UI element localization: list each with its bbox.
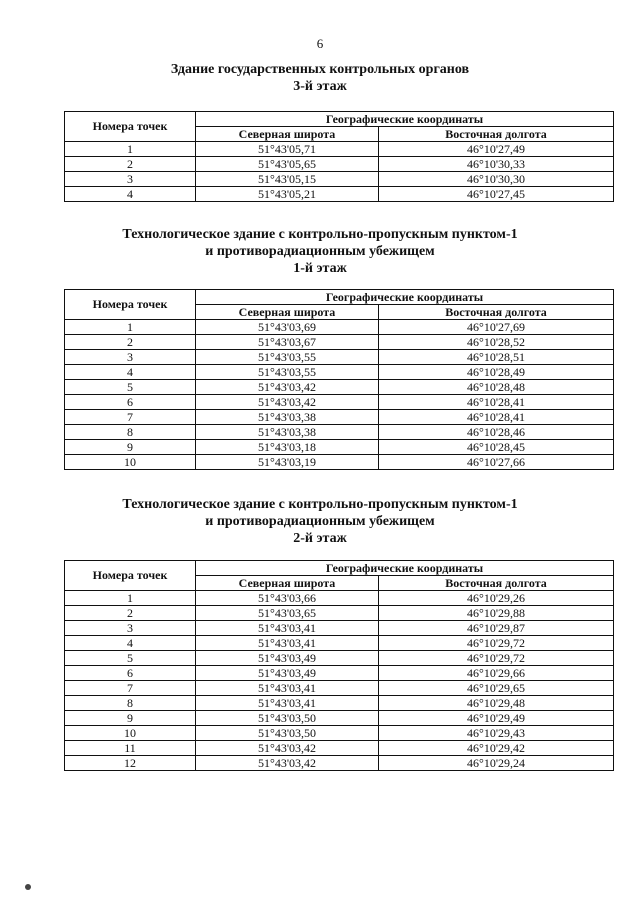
point-number-cell: 8 xyxy=(65,696,196,711)
east-longitude-cell: 46°10'27,45 xyxy=(379,187,614,202)
header-geo-coordinates: Географические координаты xyxy=(196,290,614,305)
east-longitude-cell: 46°10'28,41 xyxy=(379,395,614,410)
north-latitude-cell: 51°43'03,41 xyxy=(196,681,379,696)
table-row xyxy=(65,621,614,636)
north-latitude-cell: 51°43'03,42 xyxy=(196,395,379,410)
north-latitude-cell: 51°43'03,42 xyxy=(196,380,379,395)
north-latitude-cell: 51°43'05,65 xyxy=(196,157,379,172)
east-longitude-cell: 46°10'28,49 xyxy=(379,365,614,380)
east-longitude-cell: 46°10'29,65 xyxy=(379,681,614,696)
east-longitude-cell: 46°10'29,24 xyxy=(379,756,614,771)
north-latitude-cell: 51°43'03,41 xyxy=(196,636,379,651)
header-point-numbers: Номера точек xyxy=(65,561,196,591)
heading-line: 2-й этаж xyxy=(293,531,347,546)
heading-line: и противорадиационным убежищем xyxy=(205,514,435,529)
north-latitude-cell: 51°43'03,55 xyxy=(196,365,379,380)
section-tech-building-1st-floor xyxy=(0,226,640,277)
table-row xyxy=(65,606,614,621)
north-latitude-cell: 51°43'05,71 xyxy=(196,142,379,157)
east-longitude-cell: 46°10'28,52 xyxy=(379,335,614,350)
point-number-cell: 3 xyxy=(65,621,196,636)
east-longitude-cell: 46°10'29,26 xyxy=(379,591,614,606)
north-latitude-cell: 51°43'03,49 xyxy=(196,651,379,666)
table-row xyxy=(65,395,614,410)
table-row xyxy=(65,142,614,157)
north-latitude-cell: 51°43'03,42 xyxy=(196,756,379,771)
table-row xyxy=(65,157,614,172)
scan-artifact xyxy=(25,884,31,890)
point-number-cell: 10 xyxy=(65,726,196,741)
point-number-cell: 5 xyxy=(65,380,196,395)
table-row xyxy=(65,350,614,365)
point-number-cell: 1 xyxy=(65,320,196,335)
point-number-cell: 3 xyxy=(65,172,196,187)
north-latitude-cell: 51°43'03,42 xyxy=(196,741,379,756)
header-geo-coordinates: Географические координаты xyxy=(196,112,614,127)
header-north-latitude: Северная широта xyxy=(196,127,379,142)
north-latitude-cell: 51°43'03,50 xyxy=(196,711,379,726)
point-number-cell: 2 xyxy=(65,157,196,172)
east-longitude-cell: 46°10'28,45 xyxy=(379,440,614,455)
section-heading xyxy=(0,496,640,547)
header-east-longitude: Восточная долгота xyxy=(379,305,614,320)
point-number-cell: 1 xyxy=(65,591,196,606)
east-longitude-cell: 46°10'28,41 xyxy=(379,410,614,425)
east-longitude-cell: 46°10'27,49 xyxy=(379,142,614,157)
coordinates-table xyxy=(64,560,614,771)
north-latitude-cell: 51°43'03,69 xyxy=(196,320,379,335)
north-latitude-cell: 51°43'03,67 xyxy=(196,335,379,350)
table-row xyxy=(65,365,614,380)
header-point-numbers: Номера точек xyxy=(65,290,196,320)
section-state-control-3rd-floor xyxy=(0,61,640,95)
heading-line: Здание государственных контрольных органов xyxy=(170,62,470,77)
east-longitude-cell: 46°10'29,72 xyxy=(379,636,614,651)
point-number-cell: 9 xyxy=(65,711,196,726)
table-row xyxy=(65,335,614,350)
header-geo-coordinates: Географические координаты xyxy=(196,561,614,576)
east-longitude-cell: 46°10'28,46 xyxy=(379,425,614,440)
point-number-cell: 4 xyxy=(65,365,196,380)
point-number-cell: 7 xyxy=(65,410,196,425)
table-row xyxy=(65,711,614,726)
point-number-cell: 3 xyxy=(65,350,196,365)
table-row xyxy=(65,726,614,741)
point-number-cell: 1 xyxy=(65,142,196,157)
table-row xyxy=(65,320,614,335)
point-number-cell: 12 xyxy=(65,756,196,771)
east-longitude-cell: 46°10'27,69 xyxy=(379,320,614,335)
heading-line: и противорадиационным убежищем xyxy=(205,244,435,259)
east-longitude-cell: 46°10'29,88 xyxy=(379,606,614,621)
north-latitude-cell: 51°43'03,38 xyxy=(196,410,379,425)
table-row xyxy=(65,636,614,651)
coordinates-table xyxy=(64,289,614,470)
header-point-numbers: Номера точек xyxy=(65,112,196,142)
table-row xyxy=(65,187,614,202)
table-row xyxy=(65,696,614,711)
header-north-latitude: Северная широта xyxy=(196,305,379,320)
page-number: 6 xyxy=(316,36,324,51)
header-east-longitude: Восточная долгота xyxy=(379,127,614,142)
section-heading xyxy=(0,61,640,95)
north-latitude-cell: 51°43'03,19 xyxy=(196,455,379,470)
point-number-cell: 4 xyxy=(65,636,196,651)
north-latitude-cell: 51°43'03,65 xyxy=(196,606,379,621)
table-row xyxy=(65,425,614,440)
north-latitude-cell: 51°43'03,38 xyxy=(196,425,379,440)
north-latitude-cell: 51°43'05,21 xyxy=(196,187,379,202)
table-row xyxy=(65,591,614,606)
point-number-cell: 4 xyxy=(65,187,196,202)
table-row xyxy=(65,666,614,681)
table-row xyxy=(65,380,614,395)
north-latitude-cell: 51°43'03,18 xyxy=(196,440,379,455)
point-number-cell: 6 xyxy=(65,666,196,681)
point-number-cell: 9 xyxy=(65,440,196,455)
table-row xyxy=(65,440,614,455)
coordinates-table xyxy=(64,111,614,202)
header-east-longitude: Восточная долгота xyxy=(379,576,614,591)
north-latitude-cell: 51°43'03,50 xyxy=(196,726,379,741)
east-longitude-cell: 46°10'29,87 xyxy=(379,621,614,636)
north-latitude-cell: 51°43'03,41 xyxy=(196,621,379,636)
north-latitude-cell: 51°43'03,49 xyxy=(196,666,379,681)
east-longitude-cell: 46°10'30,30 xyxy=(379,172,614,187)
east-longitude-cell: 46°10'29,49 xyxy=(379,711,614,726)
table-row xyxy=(65,681,614,696)
heading-line: Технологическое здание с контрольно-пропускным пунктом-1 xyxy=(122,497,518,512)
point-number-cell: 2 xyxy=(65,606,196,621)
point-number-cell: 2 xyxy=(65,335,196,350)
heading-line: 1-й этаж xyxy=(293,261,347,276)
north-latitude-cell: 51°43'03,55 xyxy=(196,350,379,365)
heading-line: Технологическое здание с контрольно-пропускным пунктом-1 xyxy=(122,227,518,242)
north-latitude-cell: 51°43'05,15 xyxy=(196,172,379,187)
header-north-latitude: Северная широта xyxy=(196,576,379,591)
table-row xyxy=(65,410,614,425)
point-number-cell: 5 xyxy=(65,651,196,666)
east-longitude-cell: 46°10'29,43 xyxy=(379,726,614,741)
point-number-cell: 6 xyxy=(65,395,196,410)
point-number-cell: 11 xyxy=(65,741,196,756)
table-row xyxy=(65,756,614,771)
east-longitude-cell: 46°10'29,42 xyxy=(379,741,614,756)
table-row xyxy=(65,455,614,470)
section-tech-building-2nd-floor xyxy=(0,496,640,547)
point-number-cell: 10 xyxy=(65,455,196,470)
east-longitude-cell: 46°10'28,51 xyxy=(379,350,614,365)
east-longitude-cell: 46°10'30,33 xyxy=(379,157,614,172)
table-row xyxy=(65,651,614,666)
east-longitude-cell: 46°10'29,72 xyxy=(379,651,614,666)
north-latitude-cell: 51°43'03,66 xyxy=(196,591,379,606)
heading-line: 3-й этаж xyxy=(293,79,347,94)
north-latitude-cell: 51°43'03,41 xyxy=(196,696,379,711)
table-row xyxy=(65,741,614,756)
east-longitude-cell: 46°10'29,66 xyxy=(379,666,614,681)
section-heading xyxy=(0,226,640,277)
east-longitude-cell: 46°10'28,48 xyxy=(379,380,614,395)
point-number-cell: 7 xyxy=(65,681,196,696)
table-row xyxy=(65,172,614,187)
point-number-cell: 8 xyxy=(65,425,196,440)
east-longitude-cell: 46°10'29,48 xyxy=(379,696,614,711)
east-longitude-cell: 46°10'27,66 xyxy=(379,455,614,470)
